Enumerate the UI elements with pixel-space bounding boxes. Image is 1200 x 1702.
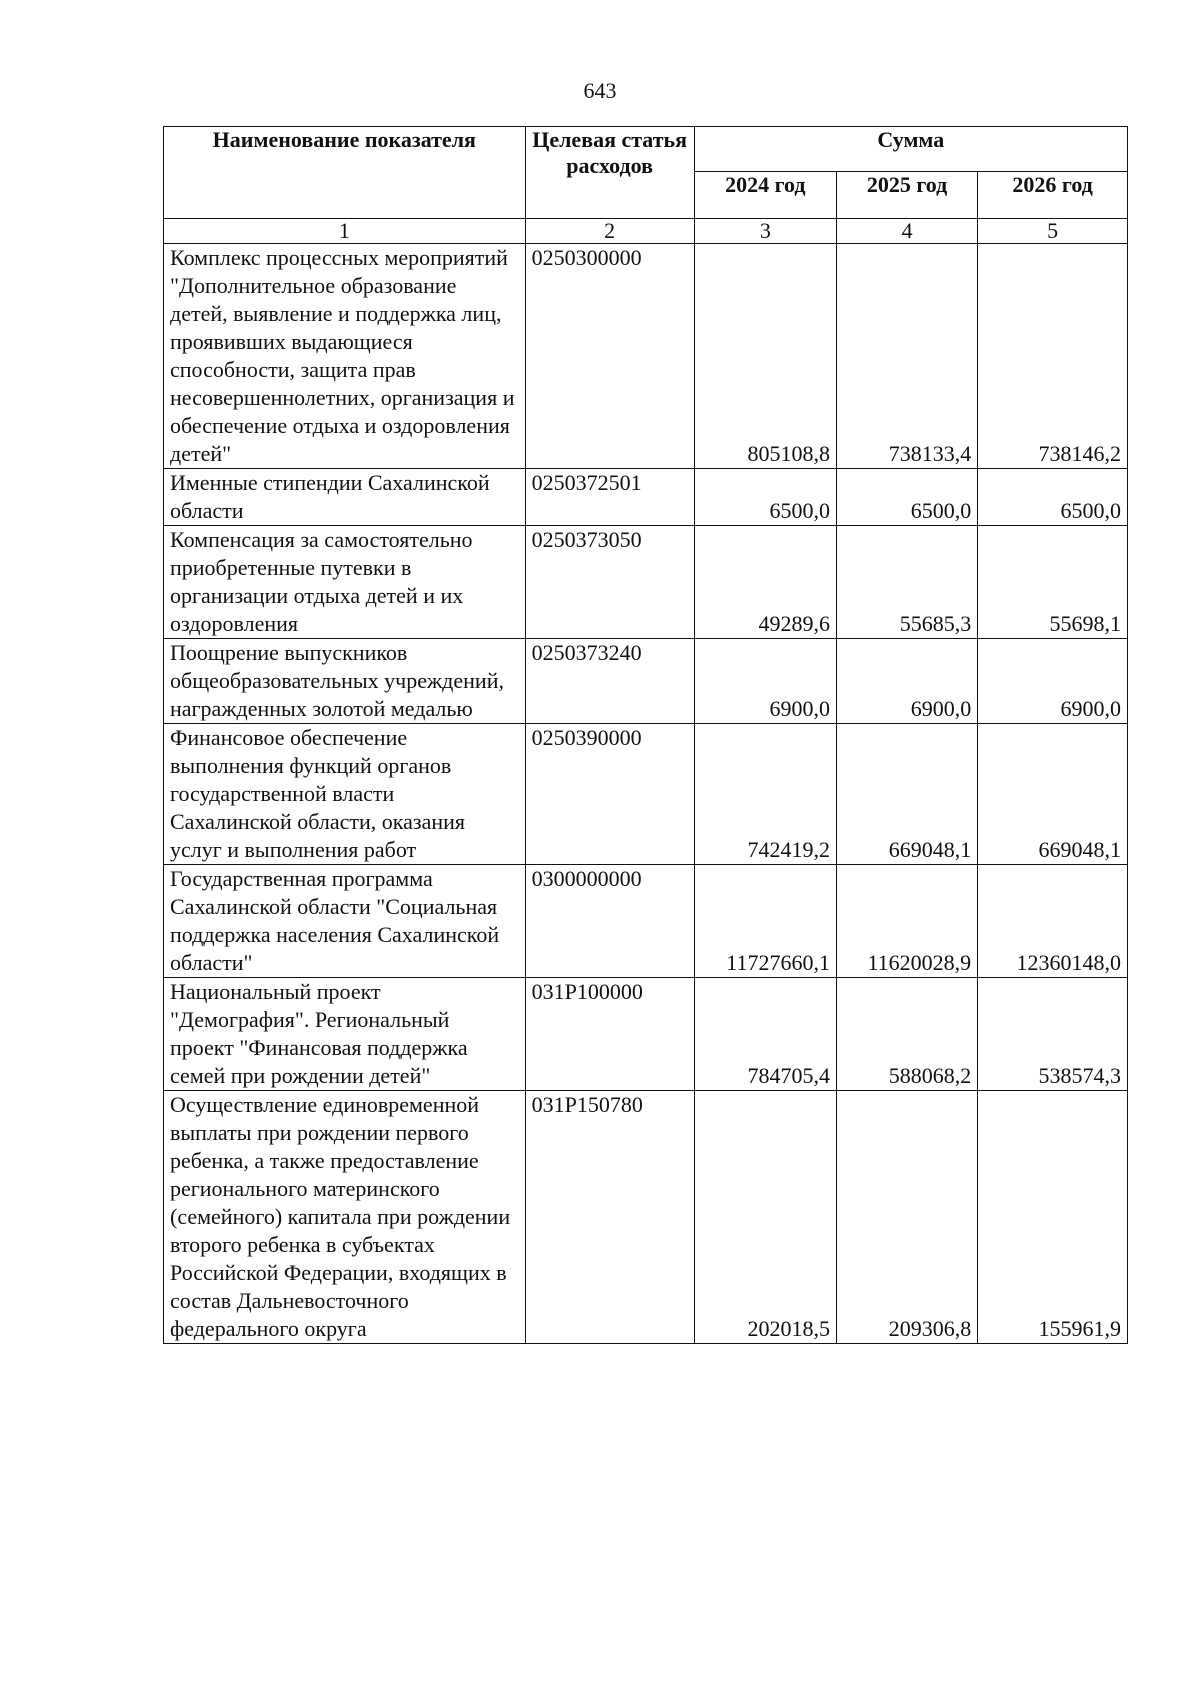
column-number: 1: [164, 219, 526, 244]
row-value-2024: 202018,5: [694, 1091, 836, 1344]
row-value-2024: 742419,2: [694, 724, 836, 865]
header-sum: Сумма: [694, 127, 1127, 172]
row-value-2025: 6500,0: [836, 469, 977, 526]
row-code: 031P100000: [525, 978, 694, 1091]
column-number: 5: [978, 219, 1128, 244]
table-row: [164, 1091, 1128, 1344]
row-code: 0300000000: [525, 865, 694, 978]
header-year-2025: 2025 год: [836, 172, 977, 219]
row-value-2024: 784705,4: [694, 978, 836, 1091]
row-name: Поощрение выпускников общеобразовательных учреждений, награжденных золотой медалью: [164, 639, 526, 724]
row-value-2025: 669048,1: [836, 724, 977, 865]
row-name: Компенсация за самостоятельно приобретенные путевки в организации отдыха детей и их оздоровления: [164, 526, 526, 639]
row-value-2024: 49289,6: [694, 526, 836, 639]
row-code: 0250373240: [525, 639, 694, 724]
row-code: 0250300000: [525, 244, 694, 469]
header-year-2026: 2026 год: [978, 172, 1128, 219]
row-value-2026: 155961,9: [978, 1091, 1128, 1344]
row-value-2025: 738133,4: [836, 244, 977, 469]
row-value-2026: 6500,0: [978, 469, 1128, 526]
row-code: 0250390000: [525, 724, 694, 865]
table-row: [164, 639, 1128, 724]
row-value-2024: 6500,0: [694, 469, 836, 526]
row-code: 0250373050: [525, 526, 694, 639]
table-row: [164, 469, 1128, 526]
header-year-2024: 2024 год: [694, 172, 836, 219]
row-value-2025: 11620028,9: [836, 865, 977, 978]
row-name: Национальный проект "Демография". Региональный проект "Финансовая поддержка семей при рождении детей": [164, 978, 526, 1091]
column-number: 2: [525, 219, 694, 244]
row-value-2026: 6900,0: [978, 639, 1128, 724]
row-name: Государственная программа Сахалинской области "Социальная поддержка населения Сахалинской области": [164, 865, 526, 978]
table-row: [164, 865, 1128, 978]
row-value-2026: 12360148,0: [978, 865, 1128, 978]
row-value-2024: 805108,8: [694, 244, 836, 469]
table-row: [164, 978, 1128, 1091]
row-name: Осуществление единовременной выплаты при рождении первого ребенка, а также предоставление регионального материнского (семейного) капитала при рождении второго ребенка в субъектах Российской Федерации, входящих в состав Дальневосточного федерального округа: [164, 1091, 526, 1344]
row-name: Финансовое обеспечение выполнения функций органов государственной власти Сахалинской области, оказания услуг и выполнения работ: [164, 724, 526, 865]
row-code: 031P150780: [525, 1091, 694, 1344]
row-value-2025: 55685,3: [836, 526, 977, 639]
row-value-2024: 6900,0: [694, 639, 836, 724]
row-value-2026: 738146,2: [978, 244, 1128, 469]
row-value-2026: 669048,1: [978, 724, 1128, 865]
row-value-2025: 6900,0: [836, 639, 977, 724]
row-value-2026: 538574,3: [978, 978, 1128, 1091]
column-number: 4: [836, 219, 977, 244]
row-code: 0250372501: [525, 469, 694, 526]
row-value-2025: 209306,8: [836, 1091, 977, 1344]
row-value-2024: 11727660,1: [694, 865, 836, 978]
budget-table: [163, 126, 1128, 1344]
row-value-2025: 588068,2: [836, 978, 977, 1091]
row-name: Именные стипендии Сахалинской области: [164, 469, 526, 526]
page-number: 643: [583, 78, 617, 103]
table-row: [164, 724, 1128, 865]
header-code: Целевая статья расходов: [525, 127, 694, 219]
table-row: [164, 526, 1128, 639]
table-row: [164, 244, 1128, 469]
row-name: Комплекс процессных мероприятий "Дополнительное образование детей, выявление и поддержка лиц, проявивших выдающиеся способности, защита прав несовершеннолетних, организация и обеспечение отдыха и оздоровления детей": [164, 244, 526, 469]
column-numbers-row: [164, 219, 1128, 244]
header-name: Наименование показателя: [164, 127, 526, 219]
row-value-2026: 55698,1: [978, 526, 1128, 639]
column-number: 3: [694, 219, 836, 244]
